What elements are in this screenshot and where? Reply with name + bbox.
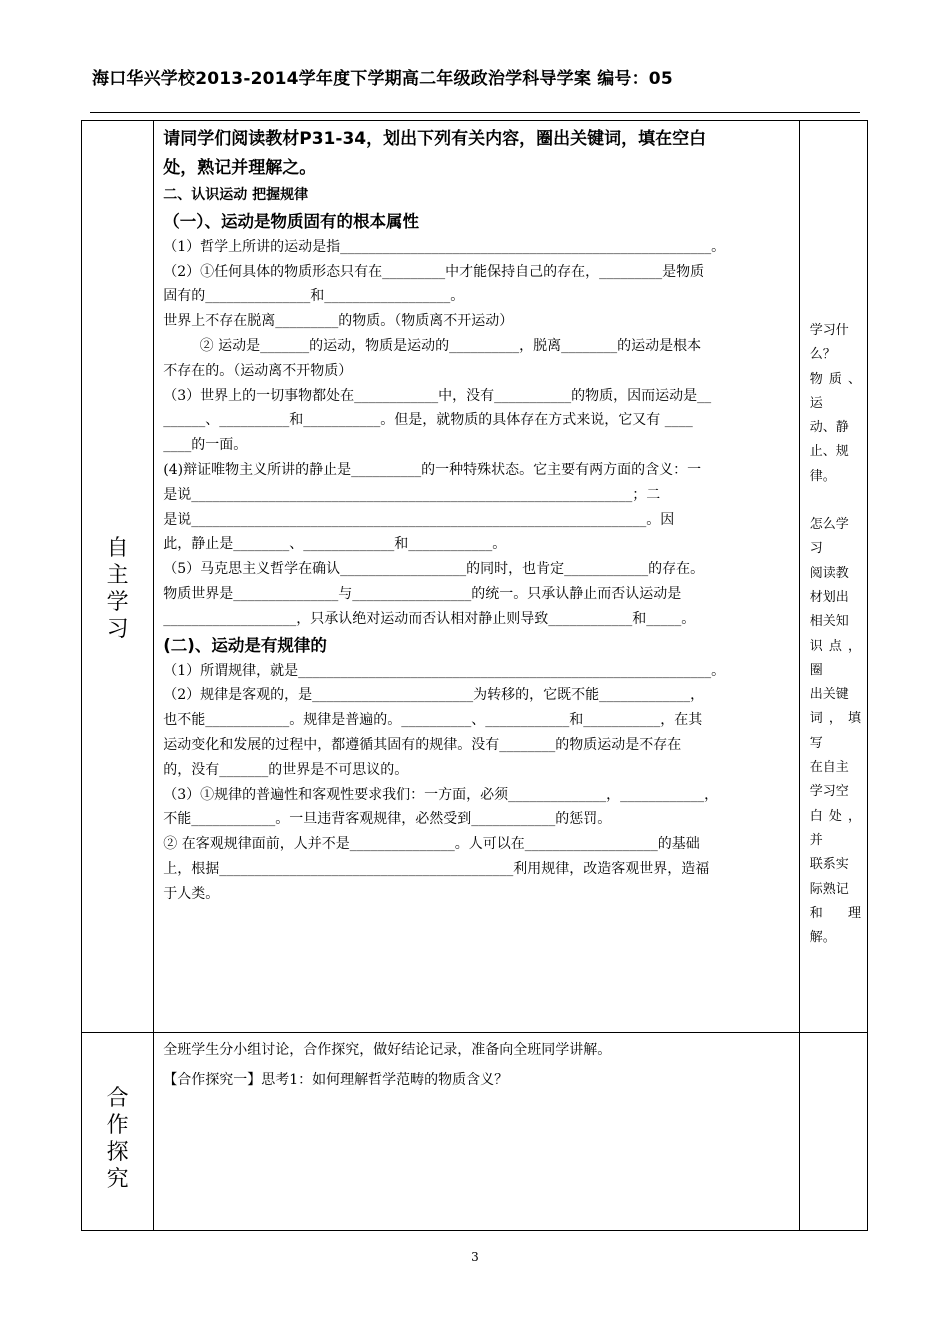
side-note-line: 在自主 [809, 760, 849, 776]
coop-content [154, 1033, 798, 1099]
self-study-label-cell [82, 121, 154, 1033]
text-line: 此，静止是________、_____________和____________。 [163, 536, 507, 553]
page-header: 海口华兴学校2013-2014学年度下学期高二年级政治学科导学案 编号：05 [92, 69, 673, 89]
text-line: 的，没有_______的世界是不可思议的。 [163, 761, 409, 778]
side-note-line: 动、静 [809, 420, 849, 436]
self-study-label [82, 535, 153, 643]
label-char: 学 [106, 590, 129, 615]
label-char: 自 [106, 536, 129, 561]
text-line: ____的一面。 [163, 437, 248, 454]
side-note-line: 物质、运 [809, 371, 861, 411]
side-note-line: 律。 [809, 468, 836, 484]
text-line: （2）①任何具体的物质形态只有在_________中才能保持自己的存在，_________是物质 [163, 263, 705, 280]
section-subtitle: 二、认识运动 把握规律 [163, 187, 309, 203]
text-line: （1）哲学上所讲的运动是指_____________________________________________________。 [163, 238, 726, 255]
side-note-line: 识点，圈 [809, 638, 861, 678]
text-line: 世界上不存在脱离_________的物质。（物质离不开运动） [163, 313, 514, 330]
text-line: ___________________，只承认绝对运动而否认相对静止则导致____________和_____。 [163, 610, 696, 627]
label-char: 探 [106, 1140, 129, 1165]
side-note-line: 和理解。 [809, 905, 861, 946]
text-line: 运动变化和发展的过程中，都遵循其固有的规律。没有________的物质运动是不存在 [163, 736, 682, 753]
text-line: ______、__________和___________。但是，就物质的具体存在方式来说，它又有 ____ [163, 412, 693, 429]
text-line: 不能____________。一旦违背客观规律，必然受到____________的惩罚。 [163, 811, 612, 828]
self-study-content-cell [154, 121, 799, 1033]
side-note-line: 白处，并 [809, 808, 861, 848]
coop-label-cell [82, 1033, 154, 1231]
text-line: （2）规律是客观的，是_______________________为转移的，它既不能_____________， [163, 687, 705, 704]
text-line: 不存在的。（运动离不开物质） [163, 362, 353, 379]
side-note-line: 际熟记 [809, 881, 849, 897]
study-table [81, 120, 868, 1231]
coop-line-1: 全班学生分小组讨论，合作探究，做好结论记录，准备向全班同学讲解。 [163, 1042, 612, 1058]
text-line: 固有的_______________和__________________。 [163, 288, 465, 305]
text-line: ② 在客观规律面前，人并不是_______________。人可以在___________________的基础 [163, 836, 700, 853]
side-note-line: 习 [809, 541, 823, 557]
text-line: ② 运动是_______的运动，物质是运动的__________，脱离________的运动是根本 [199, 337, 702, 354]
label-char: 主 [106, 563, 129, 588]
intro-line-1: 请同学们阅读教材P31-34，划出下列有关内容，圈出关键词，填在空白 [163, 129, 707, 149]
side-note-line: 止、规 [809, 444, 849, 460]
side-note-line: 出关键 [809, 687, 849, 703]
text-line: 是说_________________________________________________________________。因 [163, 511, 675, 528]
side-note-line: 阅读教 [809, 565, 849, 581]
side-note-line: 怎么学 [809, 517, 849, 533]
intro-line-2: 处，熟记并理解之。 [163, 158, 317, 178]
side-note-line: 材划出 [809, 589, 849, 605]
side-note-line: 词，填写 [809, 711, 861, 751]
coop-side-cell [799, 1033, 867, 1231]
side-note-cell [799, 121, 867, 1033]
part1-heading: （一）、运动是物质固有的根本属性 [163, 211, 420, 231]
text-line: 物质世界是_______________与_________________的统一。只承认静止而否认运动是 [163, 585, 682, 602]
label-char: 作 [106, 1113, 129, 1138]
header-rule [90, 112, 860, 113]
coop-content-cell [154, 1033, 799, 1231]
page-number: 3 [471, 1250, 479, 1264]
side-note-line: 学习空 [809, 784, 849, 800]
side-note-line: 联系实 [809, 857, 849, 873]
text-line: (4)辩证唯物主义所讲的静止是__________的一种特殊状态。它主要有两方面的含义：一 [163, 461, 702, 478]
side-note-line: 相关知 [809, 614, 849, 630]
text-line: （3）①规律的普遍性和客观性要求我们：一方面，必须______________，____________， [163, 786, 719, 803]
coop-line-2: 【合作探究一】思考1：如何理解哲学范畴的物质含义？ [163, 1072, 509, 1088]
part2-heading: (二)、运动是有规律的 [163, 635, 327, 655]
side-note-line: 么？ [809, 347, 836, 363]
side-note-spacer [810, 489, 861, 513]
label-char: 习 [106, 617, 129, 642]
label-char: 合 [106, 1086, 129, 1111]
text-line: （1）所谓规律，就是___________________________________________________________。 [163, 662, 726, 679]
text-line: 于人类。 [163, 885, 220, 902]
side-note-line: 学习什 [809, 323, 849, 338]
text-line: （3）世界上的一切事物都处在____________中，没有___________的物质，因而运动是__ [163, 387, 712, 404]
side-note [800, 319, 867, 950]
text-line: （5）马克思主义哲学在确认__________________的同时，也肯定____________的存在。 [163, 561, 705, 578]
self-study-content [154, 121, 798, 911]
text-line: 是说_______________________________________________________________；二 [163, 486, 661, 503]
text-line: 也不能____________。规律是普遍的。__________、____________和___________，在其 [163, 712, 703, 729]
label-char: 究 [106, 1167, 129, 1192]
text-line: 上，根据__________________________________________利用规律，改造客观世界，造福 [163, 860, 710, 877]
coop-label [82, 1085, 153, 1193]
